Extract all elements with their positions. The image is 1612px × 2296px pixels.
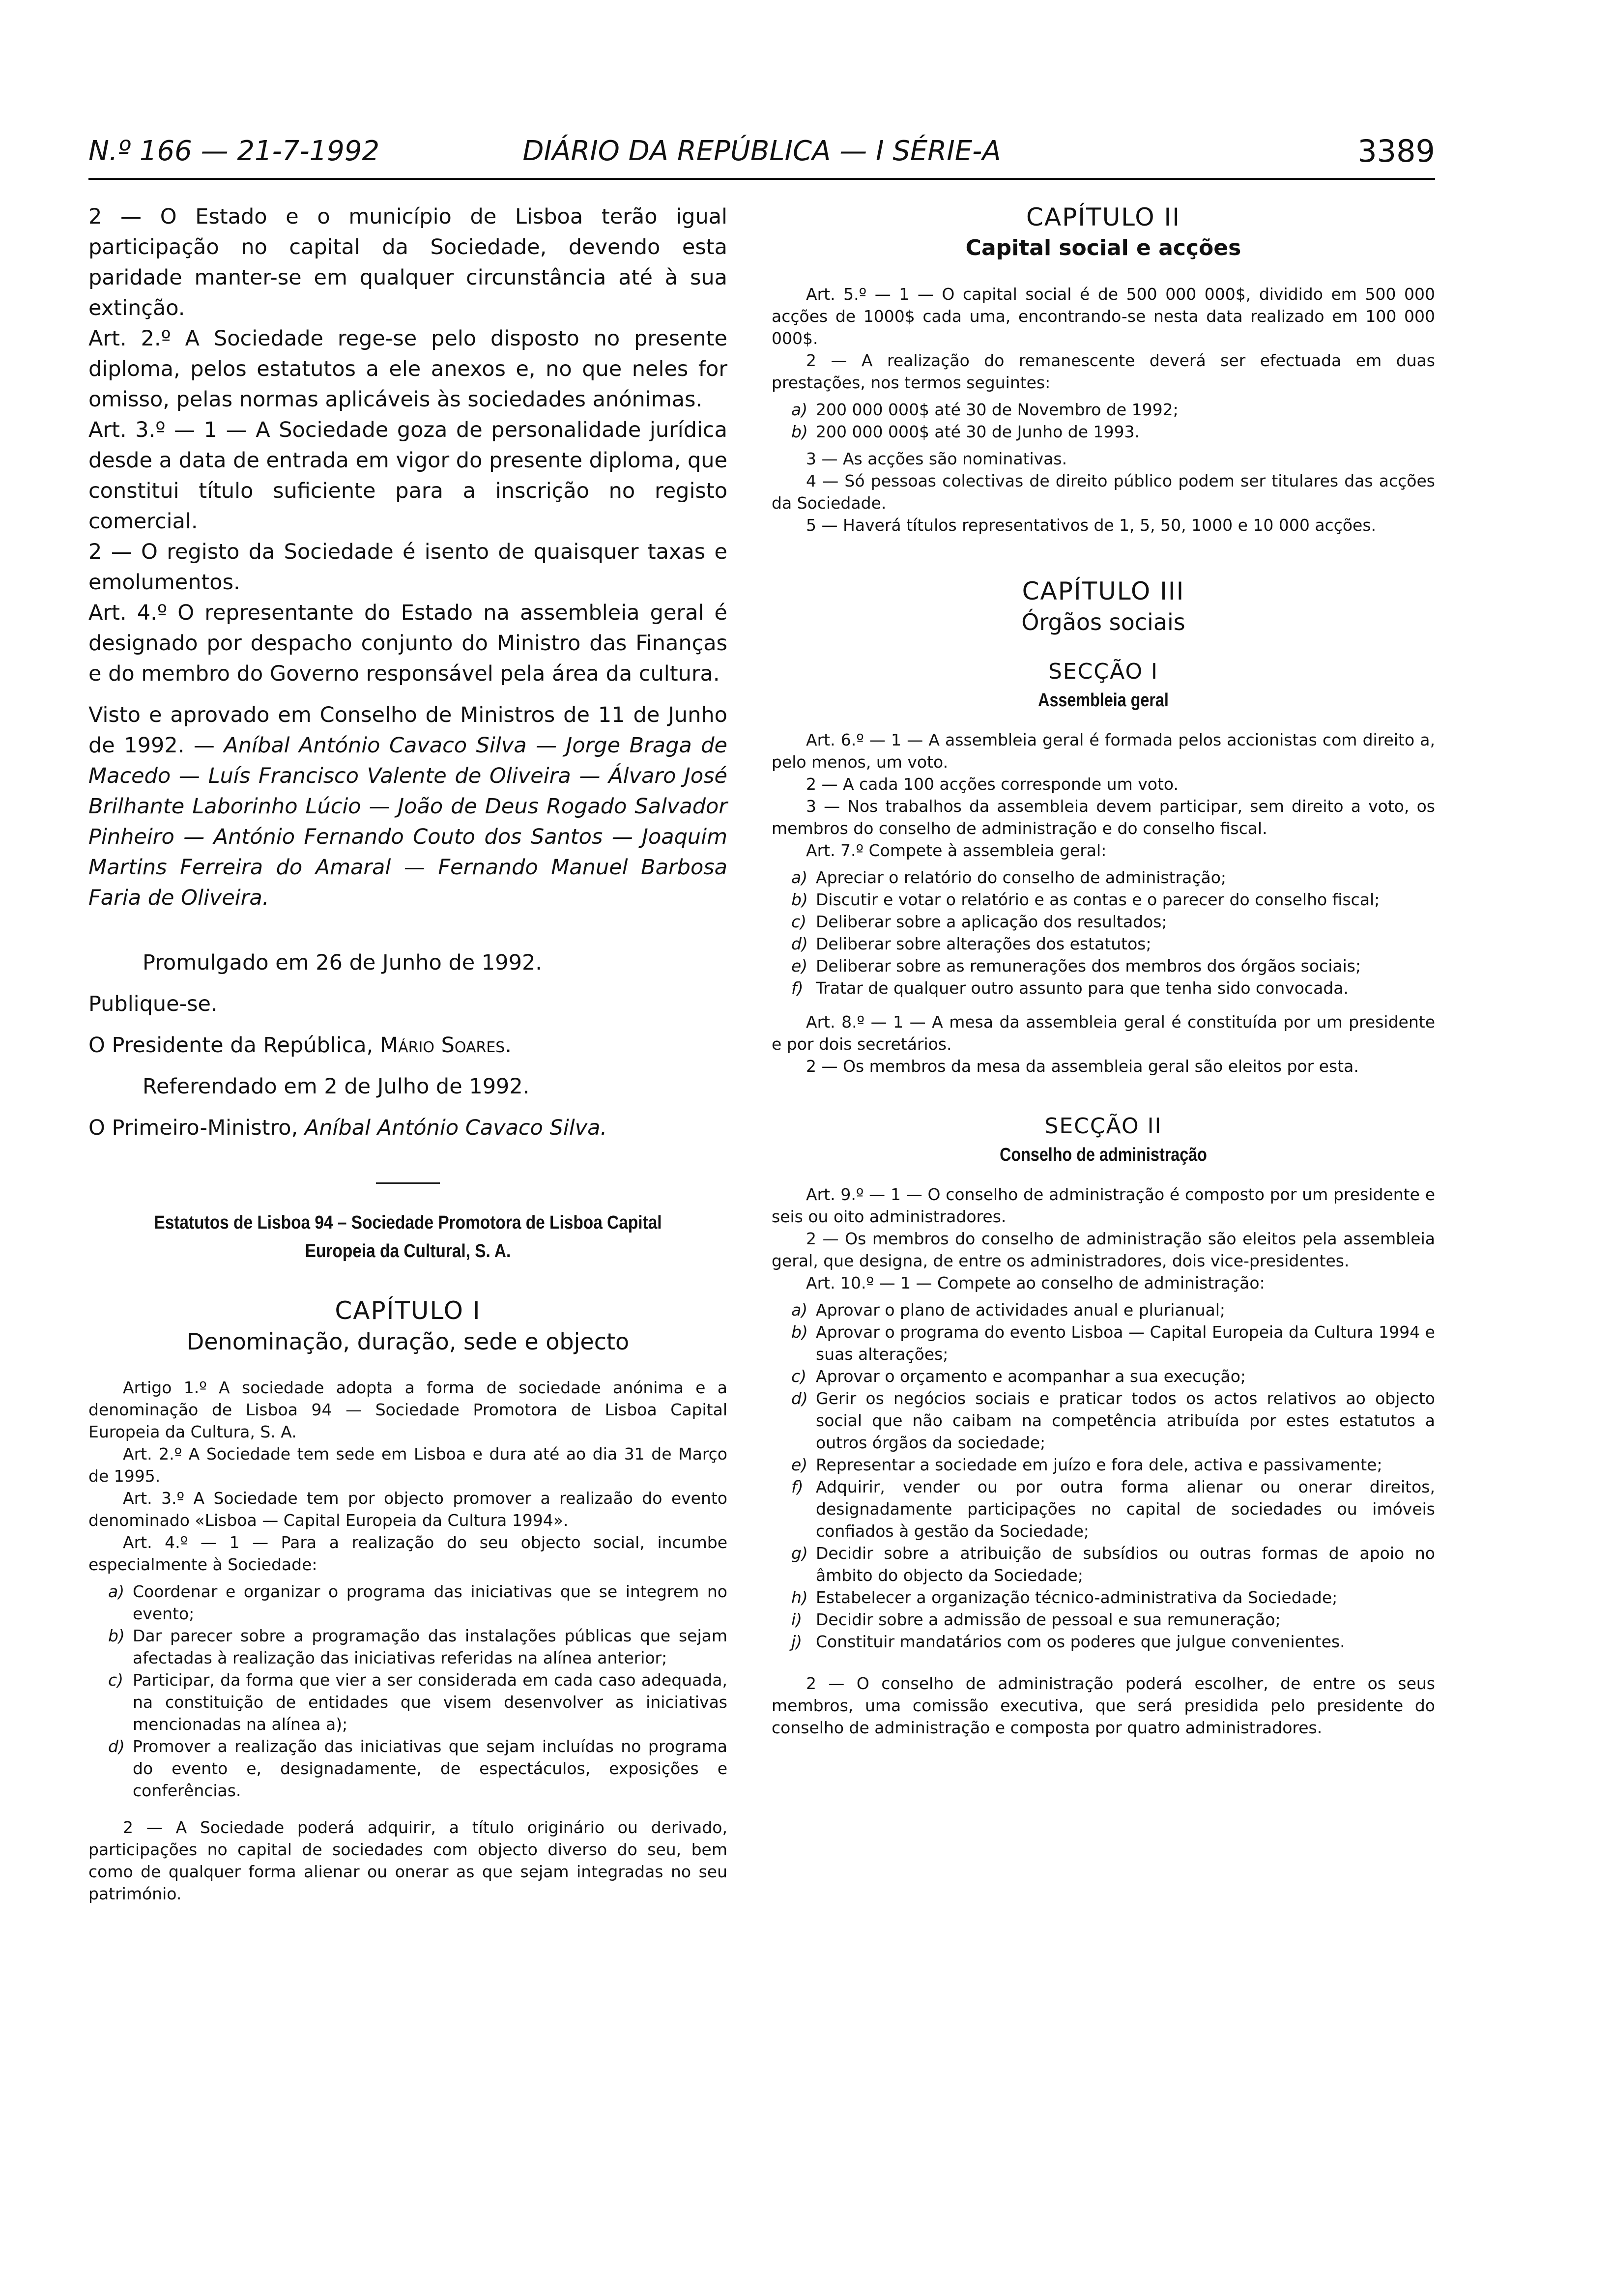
article-paragraph: 5 — Haverá títulos representativos de 1, 5, 50, 1000 e 10 000 acções. (806, 516, 1377, 535)
list-item: b) Dar parecer sobre a programação das instalações públicas que sejam afectadas à realização das iniciativas referidas na alínea anterior; (108, 1626, 727, 1667)
article-paragraph: 2 — Os membros da mesa da assembleia geral são eleitos por esta. (806, 1057, 1359, 1076)
decree-text (88, 201, 727, 913)
issue-number-date: N.º 166 — 21-7-1992 (88, 135, 380, 167)
publish-line: Publique-se. (88, 992, 218, 1016)
section-subtitle: Conselho de administração (1000, 1145, 1207, 1165)
chapter2-text (772, 283, 1435, 536)
referenced-line: Referendado em 2 de Julho de 1992. (143, 1074, 530, 1099)
pm-prefix: O Primeiro-Ministro, (88, 1116, 305, 1140)
chapter-subtitle: Capital social e acções (965, 235, 1241, 260)
article-paragraph: Artigo 1.º A sociedade adopta a forma de sociedade anónima e a denominação de Lisboa 94 — Sociedade Promotora de Lisboa Capital Europeia da Cultura, S. A. (88, 1378, 727, 1441)
article-paragraph: 2 — A realização do remanescente deverá ser efectuada em duas prestações, nos termos seguintes: (772, 351, 1435, 392)
list-item: d) Gerir os negócios sociais e praticar todos os actos relativos ao objecto social que não caibam na competência atribuída por estes estatutos a outros órgãos da sociedade; (791, 1389, 1435, 1452)
list-item: e) Deliberar sobre as remunerações dos membros dos órgãos sociais; (791, 956, 1361, 976)
list-item: a) Apreciar o relatório do conselho de administração; (791, 868, 1227, 887)
list-item: a) Coordenar e organizar o programa das iniciativas que se integrem no evento; (108, 1582, 727, 1623)
chapter-subtitle: Denominação, duração, sede e objecto (186, 1328, 630, 1355)
list-item: f) Tratar de qualquer outro assunto para que tenha sido convocada. (791, 978, 1349, 998)
article-paragraph: 2 — A cada 100 acções corresponde um voto. (806, 775, 1179, 794)
approval-text: Visto e aprovado em Conselho de Ministros de 11 de Junho de 1992. — (88, 703, 727, 758)
article-paragraph: 2 — A Sociedade poderá adquirir, a título originário ou derivado, participações no capital de sociedades com objecto diverso do seu, bem como de qualquer forma alienar ou onerar as que sejam integradas no seu património. (88, 1818, 727, 1903)
decree-paragraph: Art. 4.º O representante do Estado na assembleia geral é designado por despacho conjunto do Ministro das Finanças e do membro do Governo responsável pela área da cultura. (88, 601, 727, 686)
president-name: Mário Soares. (380, 1033, 512, 1058)
article-paragraph: 3 — As acções são nominativas. (806, 449, 1067, 468)
list-item: j) Constituir mandatários com os poderes que julgue convenientes. (791, 1632, 1345, 1651)
list-item: h) Estabelecer a organização técnico-administrativa da Sociedade; (791, 1588, 1338, 1607)
article-paragraph: Art. 9.º — 1 — O conselho de administração é composto por um presidente e seis ou oito administradores. (772, 1185, 1435, 1226)
section1-text (772, 729, 1435, 1077)
article-paragraph: Art. 4.º — 1 — Para a realização do seu objecto social, incumbe especialmente à Sociedade: (88, 1533, 727, 1574)
article-paragraph: Art. 8.º — 1 — A mesa da assembleia geral é constituída por um presidente e por dois secretários. (772, 1012, 1435, 1054)
list-item: b) 200 000 000$ até 30 de Junho de 1993. (791, 422, 1140, 441)
art7-list (772, 866, 1435, 999)
page-number: 3389 (1357, 133, 1435, 169)
decree-paragraph: Art. 2.º A Sociedade rege-se pelo disposto no presente diploma, pelos estatutos a ele anexos e, no que neles for omisso, pelas normas aplicáveis às sociedades anónimas. (88, 326, 727, 412)
chapter1-text (88, 1377, 727, 1905)
section-subtitle: Assembleia geral (1038, 690, 1169, 711)
article-paragraph: 3 — Nos trabalhos da assembleia devem participar, sem direito a voto, os membros do conselho de administração e do conselho fiscal. (772, 797, 1435, 838)
chapter-title: CAPÍTULO I (335, 1296, 481, 1325)
list-item: c) Aprovar o orçamento e acompanhar a sua execução; (791, 1367, 1246, 1386)
decree-paragraph: 2 — O registo da Sociedade é isento de quaisquer taxas e emolumentos. (88, 540, 727, 595)
journal-title: DIÁRIO DA REPÚBLICA — I SÉRIE-A (522, 135, 1001, 167)
header-rule (88, 178, 1435, 180)
decree-paragraph: 2 — O Estado e o município de Lisboa terão igual participação no capital da Sociedade, devendo esta paridade manter-se em qualquer circunstância até à sua extinção. (88, 204, 727, 320)
page-header (88, 127, 1435, 176)
article-paragraph: Art. 7.º Compete à assembleia geral: (806, 841, 1107, 860)
chapter-title: CAPÍTULO II (1026, 203, 1180, 231)
chapter-title: CAPÍTULO III (1022, 577, 1185, 605)
article-paragraph: 2 — O conselho de administração poderá escolher, de entre os seus membros, uma comissão executiva, que será presidida pelo presidente do conselho de administração e composta por quatro administradores. (772, 1674, 1435, 1737)
list-item: b) Aprovar o programa do evento Lisboa — Capital Europeia da Cultura 1994 e suas alterações; (791, 1322, 1435, 1364)
list-item: f) Adquirir, vender ou por outra forma alienar ou onerar direitos, designadamente participações no capital de sociedades ou imóveis confiados à gestão da Sociedade; (791, 1477, 1435, 1541)
promulgated-line: Promulgado em 26 de Junho de 1992. (143, 950, 542, 975)
list-item: i) Decidir sobre a admissão de pessoal e sua remuneração; (791, 1610, 1281, 1629)
approval-signatories: Aníbal António Cavaco Silva — Jorge Braga de Macedo — Luís Francisco Valente de Oliveira — Álvaro José Brilhante Laborinho Lúcio — João de Deus Rogado Salvador Pinheiro — António Fernando Couto dos Santos — Joaquim Martins Ferreira do Amaral — Fernando Manuel Barbosa Faria de Oliveira. (88, 733, 728, 910)
list-item: a) Aprovar o plano de actividades anual e plurianual; (791, 1300, 1226, 1320)
article-paragraph: Art. 3.º A Sociedade tem por objecto promover a realizaão do evento denominado «Lisboa — Capital Europeia da Cultura 1994». (88, 1489, 727, 1530)
art10-list (772, 1299, 1435, 1653)
article-paragraph: 4 — Só pessoas colectivas de direito público podem ser titulares das acções da Sociedade. (772, 471, 1435, 513)
decree-paragraph: Art. 3.º — 1 — A Sociedade goza de personalidade jurídica desde a data de entrada em vigor do presente diploma, que constitui título suficiente para a inscrição no registo comercial. (88, 418, 728, 534)
article-paragraph: Art. 6.º — 1 — A assembleia geral é formada pelos accionistas com direito a, pelo menos, um voto. (772, 730, 1435, 772)
list-item: b) Discutir e votar o relatório e as contas e o parecer do conselho fiscal; (791, 890, 1380, 909)
section-title: SECÇÃO II (1044, 1114, 1162, 1139)
article-paragraph: Art. 10.º — 1 — Compete ao conselho de administração: (806, 1273, 1265, 1292)
president-prefix: O Presidente da República, (88, 1033, 380, 1058)
chapter-subtitle: Órgãos sociais (1021, 609, 1185, 635)
section-title: SECÇÃO I (1048, 659, 1159, 684)
list-item: e) Representar a sociedade em juízo e fora dele, activa e passivamente; (791, 1455, 1382, 1474)
list-item: c) Participar, da forma que vier a ser considerada em cada caso adequada, na constituição de entidades que visem desenvolver as iniciativas mencionadas na alínea a); (108, 1670, 727, 1734)
article-paragraph: 2 — Os membros do conselho de administração são eleitos pela assembleia geral, que designa, de entre os administradores, dois vice-presidentes. (772, 1229, 1435, 1270)
art4-list (88, 1580, 727, 1802)
right-column (772, 201, 1435, 1739)
left-column (88, 201, 727, 1905)
article-paragraph: Art. 2.º A Sociedade tem sede em Lisboa e dura até ao dia 31 de Março de 1995. (88, 1444, 727, 1486)
list-item: a) 200 000 000$ até 30 de Novembro de 1992; (791, 400, 1179, 419)
list-item: d) Promover a realização das iniciativas que sejam incluídas no programa do evento e, designadamente, de espectáculos, exposições e conferências. (108, 1737, 727, 1800)
section-separator (376, 1182, 440, 1184)
prime-minister-line (88, 1113, 727, 1143)
article-paragraph: Art. 5.º — 1 — O capital social é de 500 000 000$, dividido em 500 000 acções de 1000$ cada uma, encontrando-se nesta data realizado em 100 000 000$. (772, 285, 1435, 348)
list-item: c) Deliberar sobre a aplicação dos resultados; (791, 912, 1167, 931)
president-line (88, 1030, 727, 1061)
list-item: d) Deliberar sobre alterações dos estatutos; (791, 934, 1151, 953)
approval-paragraph (88, 700, 727, 913)
list-item: g) Decidir sobre a atribuição de subsídios ou outras formas de apoio no âmbito do objecto da Sociedade; (791, 1544, 1435, 1585)
pm-name: Aníbal António Cavaco Silva. (304, 1116, 607, 1140)
statutes-title: Estatutos de Lisboa 94 – Sociedade Promotora de Lisboa Capital Europeia da Cultural, S. A. (154, 1212, 662, 1262)
art5-list (772, 399, 1435, 443)
section2-text (772, 1183, 1435, 1739)
